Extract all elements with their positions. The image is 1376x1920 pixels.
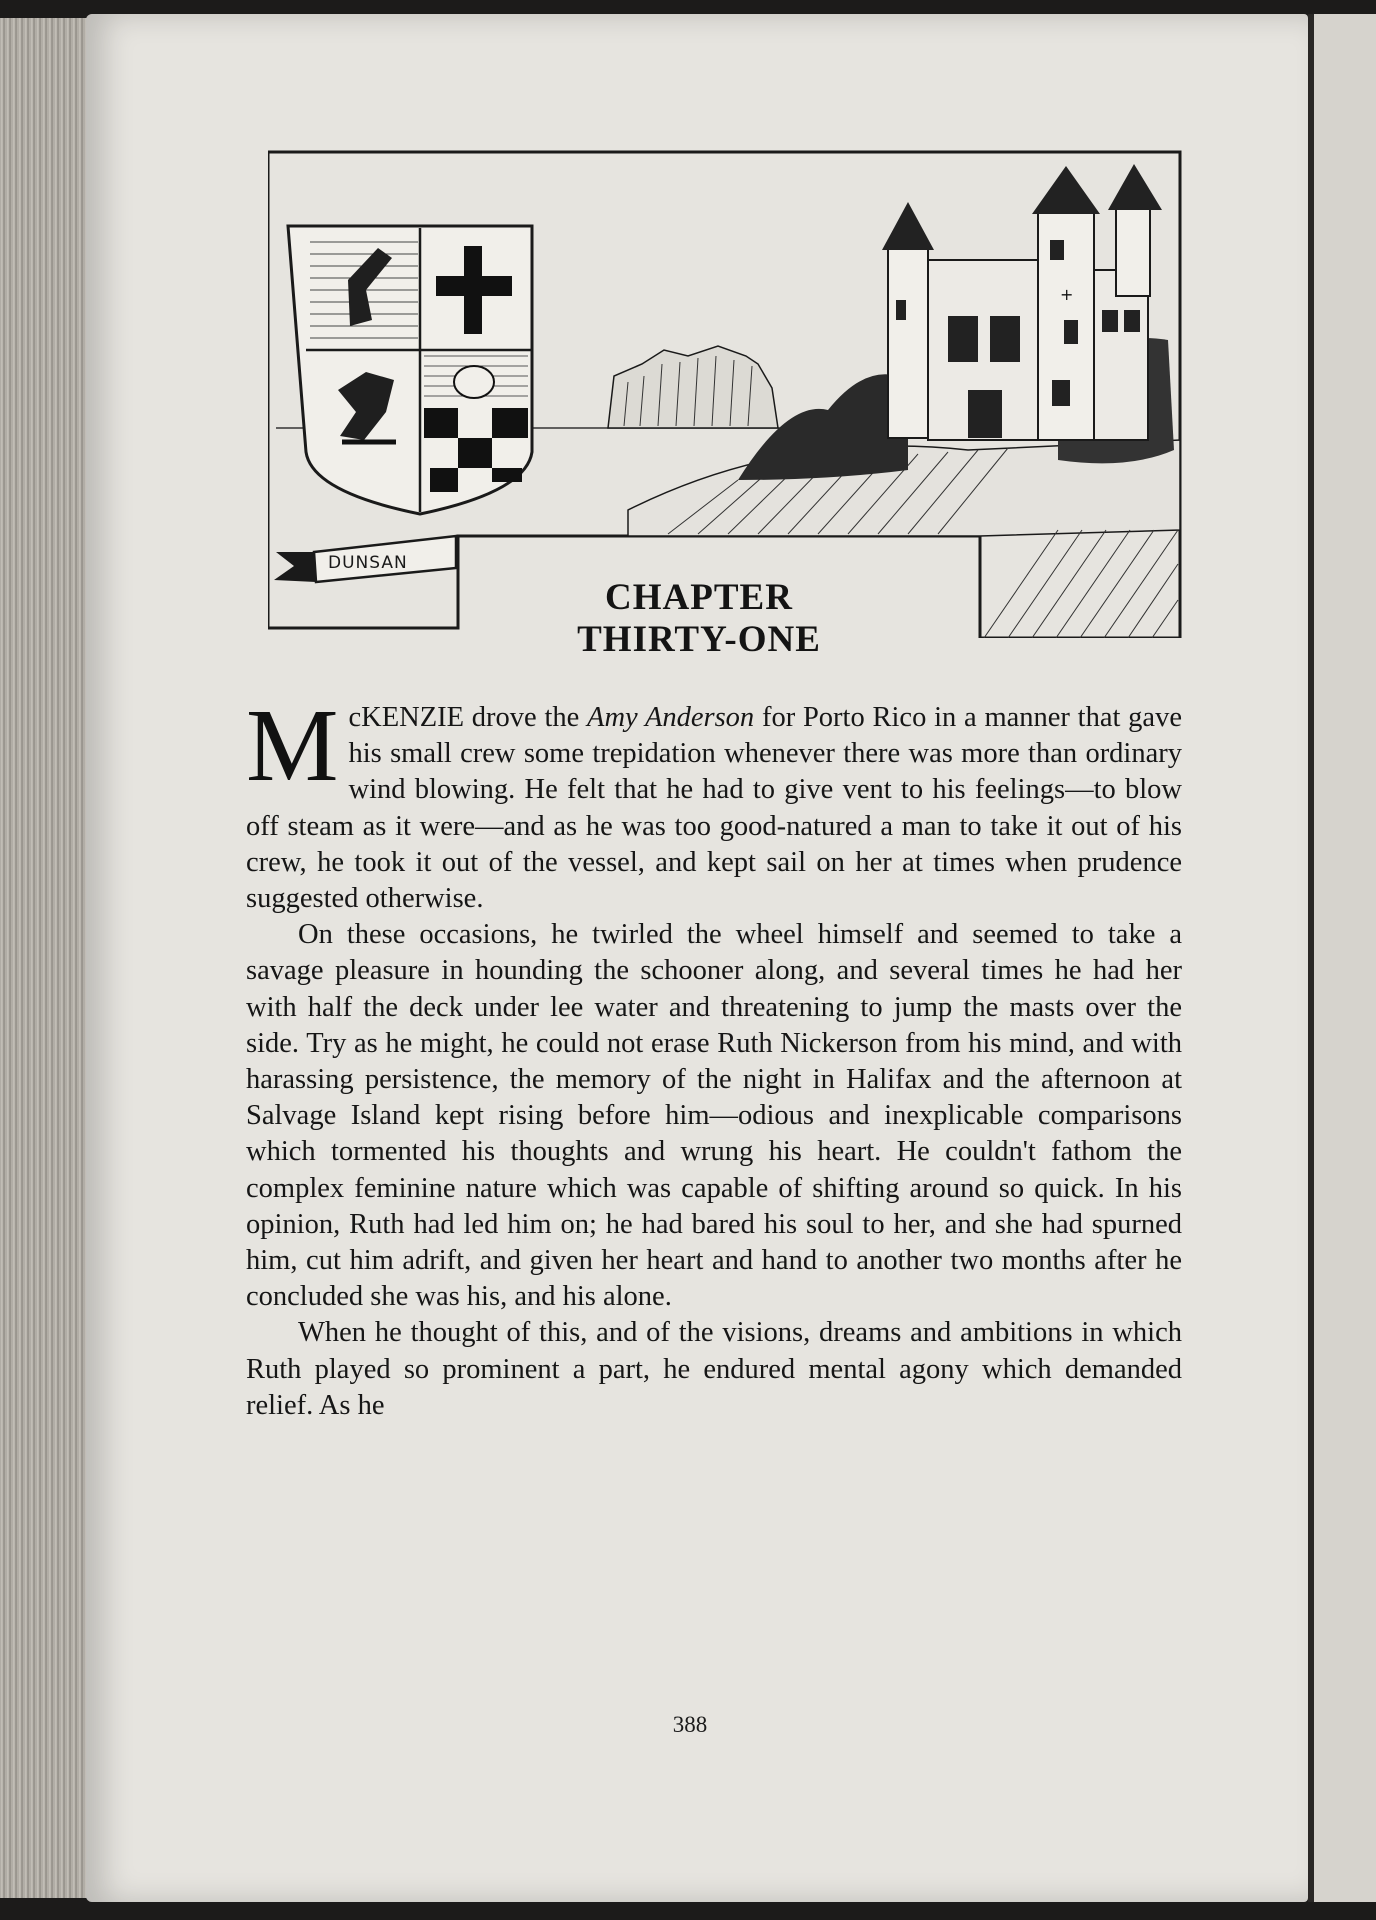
drop-cap: M <box>246 688 339 803</box>
chapter-number: THIRTY-ONE <box>577 619 821 660</box>
ship-name: Amy Anderson <box>587 702 755 733</box>
paragraph-1 <box>246 688 1182 917</box>
paragraph-2: On these occasions, he twirled the wheel himself and seemed to take a savage pleasure in hounding the schooner along, and several times he had her with half the deck under lee water and threatening to jump the masts over the side. Try as he might, he could not erase Ruth Nickerson from his mind, and with harassing persistence, the memory of the night in Halifax and the afternoon at Salvage Island kept rising before him—odious and inexplicable comparisons which tormented his thoughts and wrung his heart. He couldn't fathom the complex feminine nature which was capable of shifting around so quick. In his opinion, Ruth had led him on; he had bared his soul to her, and she had spurned him, cut him adrift, and given her heart and hand to another two months after he concluded she was his, and his alone. <box>246 919 1182 1313</box>
facing-page-edge <box>1308 14 1376 1902</box>
chapter-word: CHAPTER <box>605 577 793 618</box>
svg-text:+: + <box>1060 285 1074 304</box>
chapter-heading <box>460 577 938 661</box>
paragraph-1-lead: cKENZIE drove the <box>348 702 588 733</box>
castle <box>882 164 1162 440</box>
castle-and-crest-drawing <box>268 150 1184 638</box>
sea-cliffs <box>608 346 778 428</box>
coat-of-arms-shield <box>288 226 532 514</box>
dunsan-banner <box>274 536 456 582</box>
paragraph-1-rest: for Porto Rico in a manner that gave his small crew some trepidation whenever there was more than ordinary wind blowing. He felt that he had to give vent to his feelings—to blow off steam as it were—and as he was too good-natured a man to take it out of his crew, he took it out of the vessel, and kept sail on her at times when prudence suggested otherwise. <box>246 702 1182 915</box>
paragraph-3: When he thought of this, and of the visions, dreams and ambitions in which Ruth played so prominent a part, he endured mental agony which demanded relief. As he <box>246 1317 1182 1421</box>
chapter-header-illustration <box>268 150 1184 638</box>
page-number: 388 <box>672 1712 708 1737</box>
banner-label: DUNSAN <box>328 553 408 573</box>
chapter-body-text <box>246 688 1182 1424</box>
